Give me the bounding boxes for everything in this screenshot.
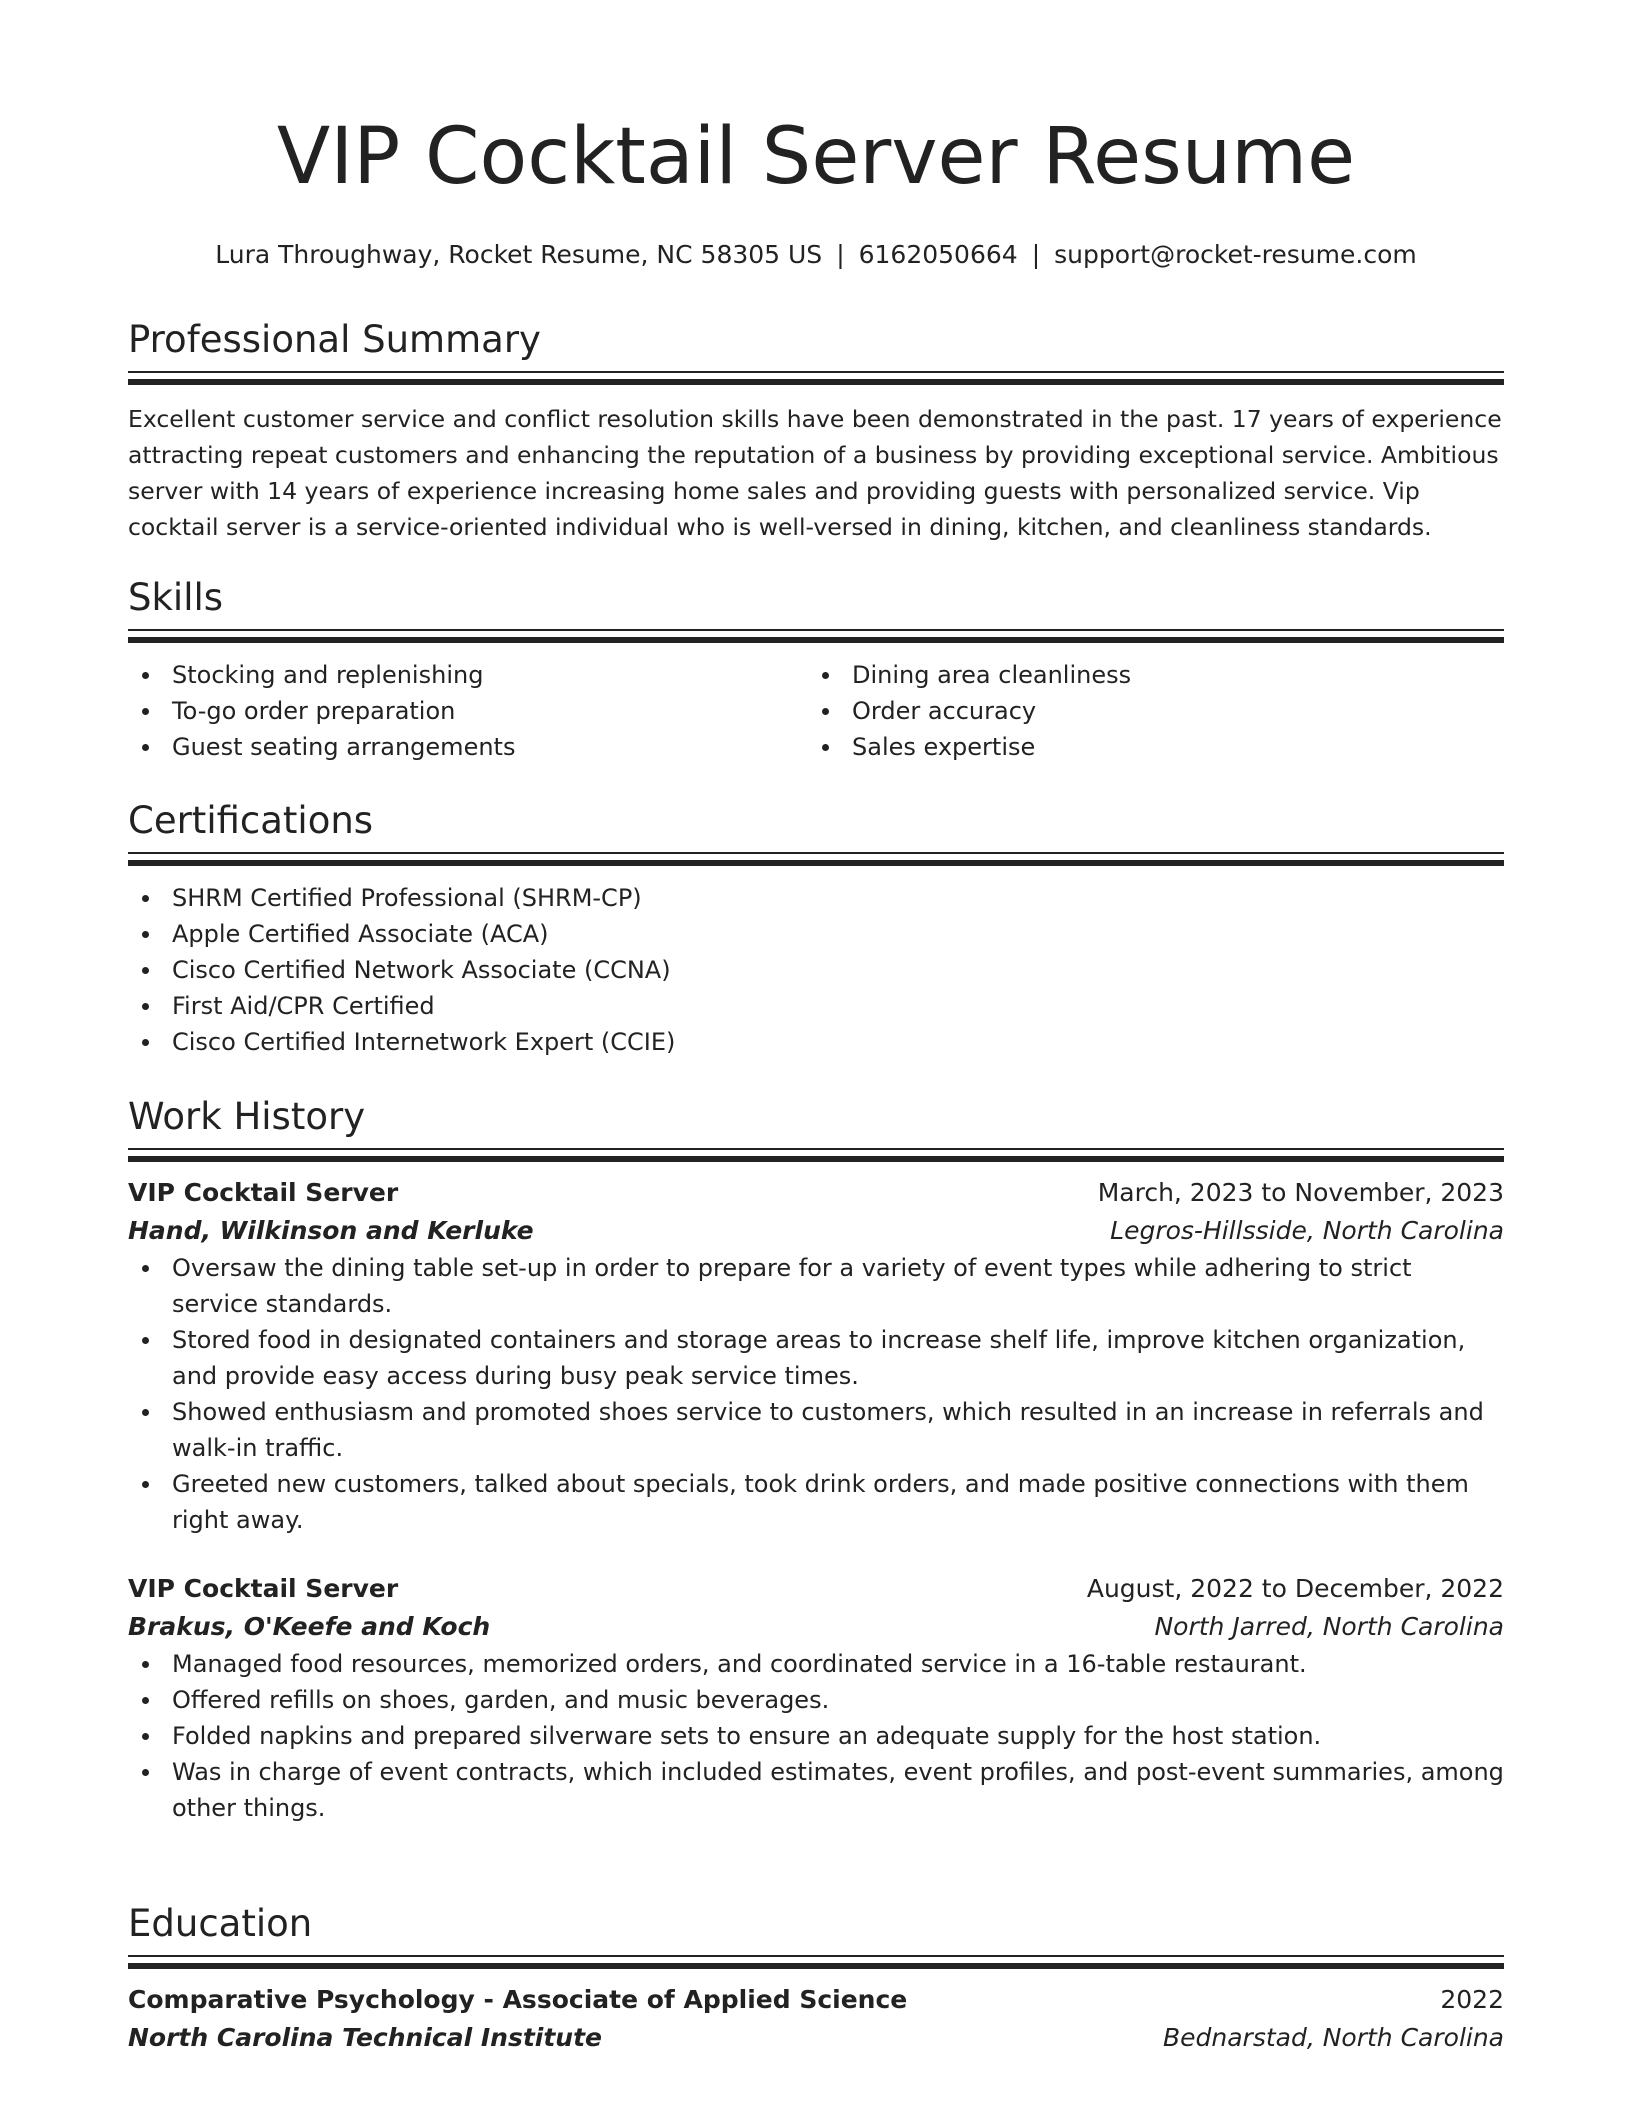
skills-heading: Skills	[128, 576, 224, 619]
section-divider	[128, 852, 1504, 866]
job-bullet: Stored food in designated containers and storage areas to increase shelf life, improve kitchen organization, and provide easy access during busy peak service times.	[128, 1322, 1504, 1394]
education-heading: Education	[128, 1902, 313, 1945]
job-entry	[128, 1174, 1504, 1538]
skills-grid	[128, 657, 1504, 765]
job-bullet: Oversaw the dining table set-up in order to prepare for a variety of event types while adhering to strict service standards.	[128, 1250, 1504, 1322]
certification-item: Apple Certified Associate (ACA)	[128, 916, 1504, 952]
job-bullet: Was in charge of event contracts, which included estimates, event profiles, and post-event summaries, among other things.	[128, 1754, 1504, 1826]
skill-item: Order accuracy	[808, 693, 1488, 729]
certification-item: Cisco Certified Internetwork Expert (CCIE)	[128, 1024, 1504, 1060]
skill-item: Guest seating arrangements	[128, 729, 808, 765]
contact-line	[128, 240, 1504, 270]
education-section	[128, 1902, 1504, 2057]
work-history-heading: Work History	[128, 1095, 366, 1138]
skill-item: Dining area cleanliness	[808, 657, 1488, 693]
contact-separator: |	[1031, 240, 1041, 269]
certifications-heading: Certifications	[128, 799, 374, 842]
job-location: North Jarred, North Carolina	[1154, 1612, 1504, 1642]
certifications-list	[128, 880, 1504, 1060]
contact-address: Lura Throughway, Rocket Resume, NC 58305 US	[215, 240, 823, 269]
certification-item: Cisco Certified Network Associate (CCNA)	[128, 952, 1504, 988]
job-bullets	[128, 1646, 1504, 1826]
job-subheader	[128, 1212, 1504, 1250]
section-divider	[128, 1955, 1504, 1969]
job-entry	[128, 1570, 1504, 1826]
skills-list-right	[808, 657, 1488, 765]
section-divider	[128, 629, 1504, 643]
job-title: VIP Cocktail Server	[128, 1178, 399, 1208]
summary-text: Excellent customer service and conflict resolution skills have been demonstrated in the past. 17 years of experience attracting repeat customers and enhancing the reputation of a business by providing exceptional service. Ambitious server with 14 years of experience increasing home sales and providing guests with personalized service. Vip cocktail server is a service-oriented individual who is well-versed in dining, kitchen, and cleanliness standards.	[128, 405, 1502, 542]
skill-item: To-go order preparation	[128, 693, 808, 729]
skills-list-left	[128, 657, 808, 765]
job-bullet: Offered refills on shoes, garden, and music beverages.	[128, 1682, 1504, 1718]
section-divider	[128, 371, 1504, 385]
certifications-section	[128, 799, 1504, 1060]
skill-item: Stocking and replenishing	[128, 657, 808, 693]
education-header	[128, 1981, 1504, 2019]
job-title: VIP Cocktail Server	[128, 1574, 399, 1604]
summary-section	[128, 318, 1504, 545]
education-degree: Comparative Psychology - Associate of Applied Science	[128, 1985, 908, 2015]
summary-heading: Professional Summary	[128, 318, 541, 361]
contact-phone: 6162050664	[858, 240, 1018, 269]
job-bullets	[128, 1250, 1504, 1538]
job-company: Brakus, O'Keefe and Koch	[128, 1612, 491, 1642]
job-company: Hand, Wilkinson and Kerluke	[128, 1216, 534, 1246]
contact-email: support@rocket-resume.com	[1054, 240, 1417, 269]
education-school: North Carolina Technical Institute	[128, 2023, 602, 2053]
job-dates: August, 2022 to December, 2022	[1086, 1574, 1504, 1604]
job-bullet: Greeted new customers, talked about specials, took drink orders, and made positive connections with them right away.	[128, 1466, 1504, 1538]
skills-section	[128, 576, 1504, 765]
education-entry	[128, 1981, 1504, 2057]
job-location: Legros-Hillsside, North Carolina	[1110, 1216, 1504, 1246]
skill-item: Sales expertise	[808, 729, 1488, 765]
job-bullet: Showed enthusiasm and promoted shoes service to customers, which resulted in an increase in referrals and walk-in traffic.	[128, 1394, 1504, 1466]
job-subheader	[128, 1608, 1504, 1646]
education-location: Bednarstad, North Carolina	[1162, 2023, 1504, 2053]
job-dates: March, 2023 to November, 2023	[1097, 1178, 1504, 1208]
job-bullet: Managed food resources, memorized orders, and coordinated service in a 16-table restaurant.	[128, 1646, 1504, 1682]
work-history-section	[128, 1095, 1504, 1826]
job-header	[128, 1174, 1504, 1212]
education-year: 2022	[1440, 1985, 1504, 2015]
education-subheader	[128, 2019, 1504, 2057]
job-bullet: Folded napkins and prepared silverware sets to ensure an adequate supply for the host station.	[128, 1718, 1504, 1754]
section-divider	[128, 1148, 1504, 1162]
certification-item: First Aid/CPR Certified	[128, 988, 1504, 1024]
contact-separator: |	[836, 240, 845, 269]
resume-title: VIP Cocktail Server Resume	[276, 112, 1356, 202]
certification-item: SHRM Certified Professional (SHRM-CP)	[128, 880, 1504, 916]
job-header	[128, 1570, 1504, 1608]
